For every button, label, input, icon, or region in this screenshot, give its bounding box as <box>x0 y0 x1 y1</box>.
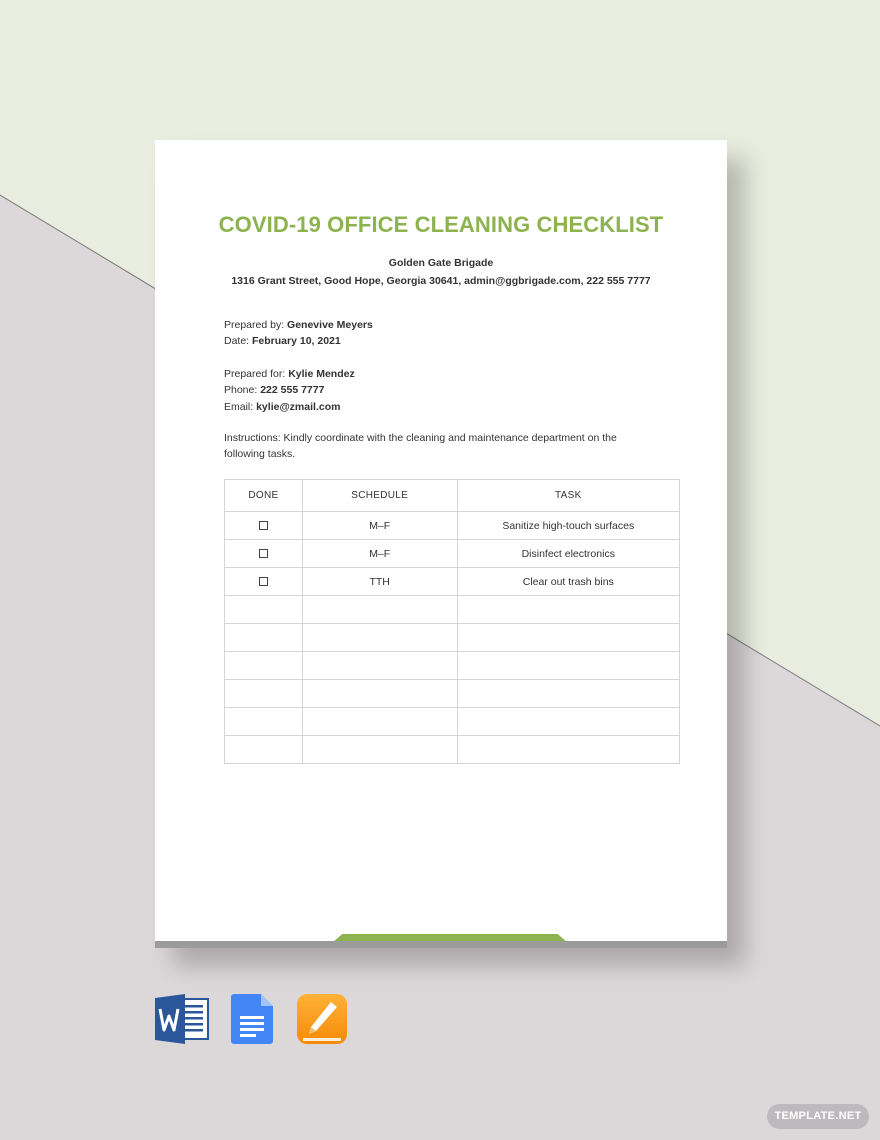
empty-row <box>225 680 680 708</box>
checkbox[interactable] <box>259 549 268 558</box>
empty-cell[interactable] <box>225 652 303 680</box>
task-cell: Clear out trash bins <box>457 568 679 596</box>
date-line <box>224 333 373 349</box>
header-task: TASK <box>457 480 679 512</box>
email-value: kylie@zmail.com <box>256 400 341 413</box>
done-cell <box>225 568 303 596</box>
email-line <box>224 399 355 415</box>
task-cell: Sanitize high-touch surfaces <box>457 512 679 540</box>
empty-row <box>225 736 680 764</box>
template-net-badge[interactable]: TEMPLATE.NET <box>767 1104 869 1129</box>
task-cell: Disinfect electronics <box>457 540 679 568</box>
empty-cell[interactable] <box>457 652 679 680</box>
email-label: Email: <box>224 400 257 413</box>
empty-cell[interactable] <box>302 652 457 680</box>
instructions-text: Instructions: Kindly coordinate with the cleaning and maintenance department on the following tasks. <box>224 432 617 461</box>
empty-cell[interactable] <box>457 680 679 708</box>
done-cell <box>225 512 303 540</box>
phone-line <box>224 382 355 398</box>
date-value: February 10, 2021 <box>252 335 341 348</box>
empty-cell[interactable] <box>302 596 457 624</box>
checkbox[interactable] <box>259 521 268 530</box>
prepared-for-value: Kylie Mendez <box>288 368 355 380</box>
document-title: COVID-19 OFFICE CLEANING CHECKLIST <box>218 212 664 237</box>
empty-cell[interactable] <box>457 596 679 624</box>
phone-label: Phone: <box>224 384 261 397</box>
empty-cell[interactable] <box>225 680 303 708</box>
empty-cell[interactable] <box>225 708 303 736</box>
empty-cell[interactable] <box>225 736 303 764</box>
organization-name: Golden Gate Brigade <box>388 257 494 269</box>
schedule-cell: M–F <box>302 540 457 568</box>
schedule-cell: TTH <box>302 568 457 596</box>
table-row <box>225 540 680 568</box>
empty-cell[interactable] <box>457 624 679 652</box>
header-done: DONE <box>225 480 303 512</box>
phone-value: 222 555 7777 <box>260 384 325 397</box>
prepared-by-line <box>224 317 373 333</box>
empty-cell[interactable] <box>302 624 457 652</box>
google-docs-icon[interactable] <box>231 994 273 1044</box>
done-cell <box>225 540 303 568</box>
checklist-table <box>224 479 680 764</box>
prepared-by-value: Genevive Meyers <box>287 319 373 331</box>
prepared-by-label: Prepared by: <box>224 319 288 331</box>
empty-cell[interactable] <box>457 708 679 736</box>
empty-cell[interactable] <box>225 624 303 652</box>
table-row <box>225 568 680 596</box>
prepared-by-block <box>224 317 373 350</box>
microsoft-word-icon[interactable] <box>155 994 209 1044</box>
empty-cell[interactable] <box>302 708 457 736</box>
table-header-row <box>225 480 680 512</box>
empty-cell[interactable] <box>302 736 457 764</box>
prepared-for-line <box>224 366 355 382</box>
empty-row <box>225 596 680 624</box>
empty-cell[interactable] <box>302 680 457 708</box>
page-footer-bar <box>155 941 727 948</box>
prepared-for-block <box>224 366 355 415</box>
date-label: Date: <box>224 335 253 348</box>
empty-row <box>225 624 680 652</box>
empty-cell[interactable] <box>457 736 679 764</box>
organization-address: 1316 Grant Street, Good Hope, Georgia 30641, admin@ggbrigade.com, 222 555 7777 <box>231 275 651 287</box>
empty-row <box>225 708 680 736</box>
header-schedule: SCHEDULE <box>302 480 457 512</box>
apple-pages-icon[interactable] <box>297 994 347 1044</box>
empty-cell[interactable] <box>225 596 303 624</box>
prepared-for-label: Prepared for: <box>224 368 289 380</box>
empty-row <box>225 652 680 680</box>
schedule-cell: M–F <box>302 512 457 540</box>
document-page <box>155 140 727 948</box>
checkbox[interactable] <box>259 577 268 586</box>
table-row <box>225 512 680 540</box>
